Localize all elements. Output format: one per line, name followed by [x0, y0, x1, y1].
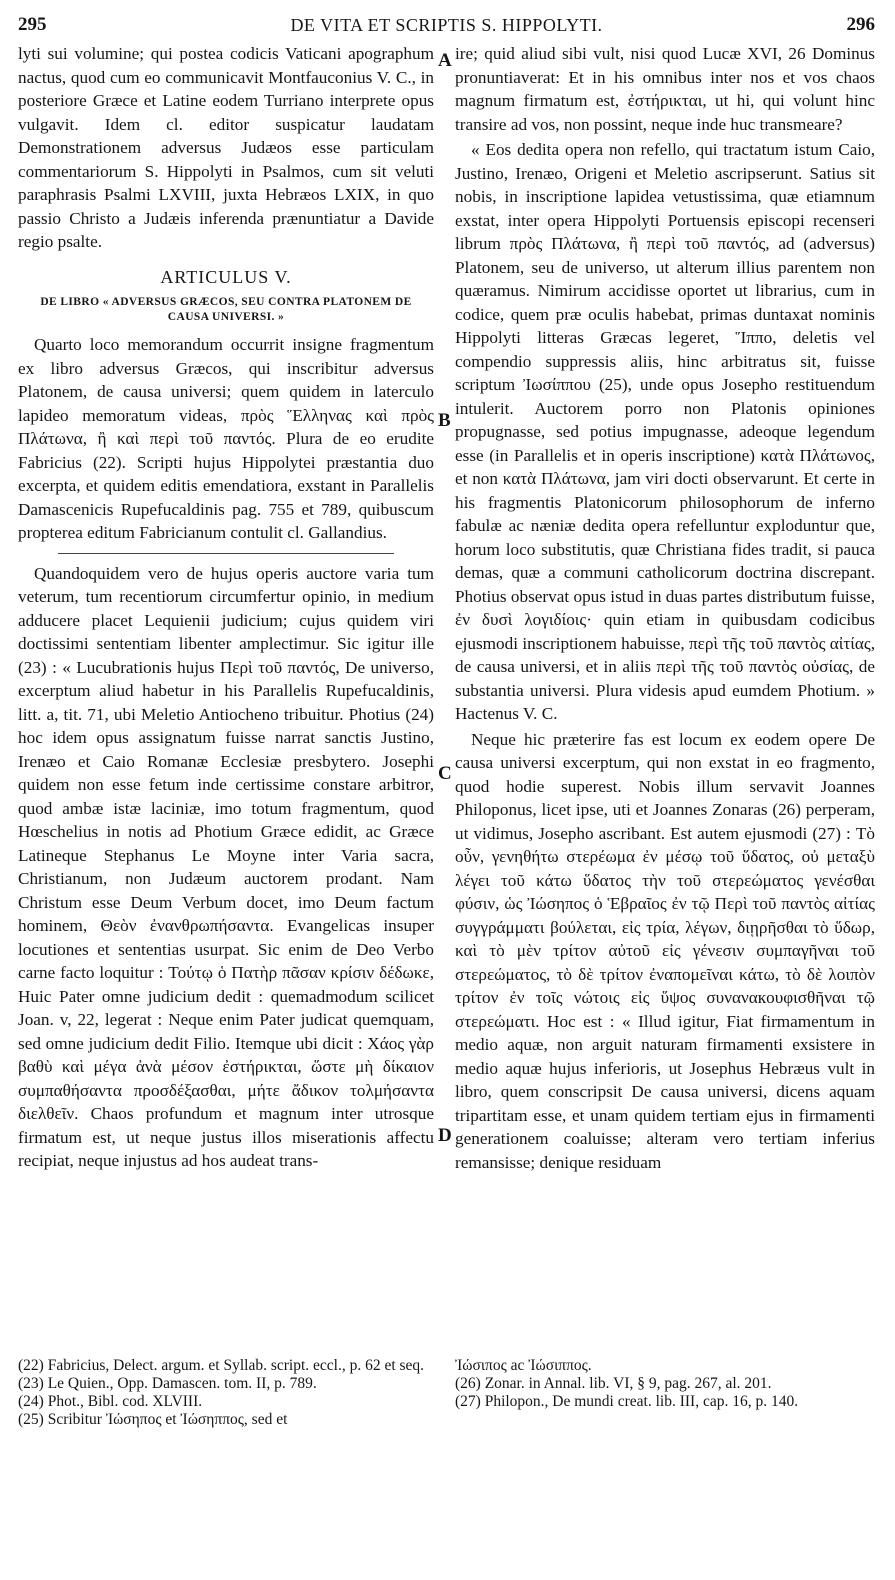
footnotes-left — [18, 1357, 434, 1429]
paragraph: lyti sui volumine; qui postea codicis Vaticani apographum nactus, quod cum eo communicavit Montfauconius V. C., in posteriore Græce et Latine eodem Turriano interprete opus vulgavit. Idem cl. editor suspicatur laudatam Demonstrationem adversus Judæos esse particulam commentariorum S. Hippolyti in Psalmos, cum sit veluti paraphrasis Psalmi LXVIII, juxta Hebræos LXIX, in quo passio Christo a Judæis inferenda prænuntiatur a Davide regio psalte. — [18, 44, 434, 251]
footnote: (24) Phot., Bibl. cod. XLVIII. — [18, 1393, 203, 1410]
article-heading: ARTICULUS V. — [160, 266, 292, 287]
footnote: (25) Scribitur Ἰώσηπος et Ἰώσηππος, sed et — [18, 1411, 288, 1428]
paragraph: « Eos dedita opera non refello, qui tractatum istum Caio, Justino, Irenæo, Origeni et Meletio ascripserunt. Satius sit nobis, in inscriptione lapidea vetustissima, quæ etiamnum exstat, inter opera Hippolyti Portuensis episcopi recenseri librum πρὸς Πλάτωνα, ἢ περὶ τοῦ παντός, ad (adversus) Platonem, seu de universo, ut alterum illius parentem non quæramus. Nimirum accidisse oportet ut librarius, cum in codice, quem præ oculis habebat, primas duntaxat nominis Hippolyti litteras Græcas legeret, Ἵππο, deletis vel compendio suppressis aliis, hinc arbitratus sit, fuisse scriptum Ἰωσίππου (25), unde opus Josepho restituendum intulerit. Auctorem porro non Platonis opiniones propugnasse, sed potius impugnasse, adeoque legendum esse (in Parallelis et in operis inscriptione) κατὰ Πλάτωνος, et non κατὰ Πλάτωνα, jam viri docti observarunt. Et certe in his fragmentis Platonicorum philosophorum de inferno fabulæ ac næniæ dedita opera refelluntur exploduntur que, horum loco substitutis, quæ Christiana fides tradit, si pauca demas, quæ a communi catholicorum doctrina discrepant. Photius observat opus istud in duas partes distributum fuisse, ἐν δυσὶ λογιδίοις· quin etiam in quibusdam codicibus ejusmodi inscriptionem habuisse, περὶ τῆς τοῦ παντὸς αἰτίας, de causa universi, et in aliis περὶ τῆς τοῦ παντὸς οὐσίας, de substantia universi. Plura videsis apud eumdem Photium. » Hactenus V. C. — [455, 140, 875, 723]
paragraph: Neque hic præterire fas est locum ex eodem opere De causa universi excerptum, qui non exstat in eo fragmento, quod hodie superest. Nobis illum servavit Joannes Philoponus, licet ipse, uti et Joannes Zonaras (26) perperam, ut vidimus, Josepho ascribant. Est autem ejusmodi (27) : Τὸ οὖν, γενηθήτω στερέωμα ἐν μέσῳ τοῦ ὕδατος, οὐ μεταξὺ λέγει τοῦ κάτω ὕδατος τὴν τοῦ στερεώματος γενέσθαι φύσιν, ὡς Ἰώσηπος ὁ Ἑβραῖος ἐν τῷ Περὶ τοῦ παντὸς αἰτίας συγγράμματι βούλεται, εἰς τρία, λέγων, διῃρῆσθαι τὸ ὕδωρ, καὶ τὸ μὲν τρίτον αὐτοῦ εἰς γένεσιν συμπαγῆναι τοῦ στερεώματος, τὸ δὲ τρίτον ἐναπομεῖναι κάτω, τὸ δὲ λοιπὸν τρίτον ἐν τοῖς νώτοις εἰς ὕψος συναναкουφισθῆναι τῷ στερεώματι. Hoc est : « Illud igitur, Fiat firmamentum in medio aquæ, non arguit naturam firmamenti exsistere in medio aquæ hujus inferioris, ut Josephus Hebræus vult in libro, quem conscripsit De causa universi, dicens aquam tripartitam esse, et unam quidem tertiam ejus in firmamenti generationem coaluisse; alteram vero tertiam inferius remansisse; denique residuam — [455, 729, 875, 1172]
footnotes-right — [455, 1357, 875, 1411]
footnote: (22) Fabricius, Delect. argum. et Syllab. script. eccl., p. 62 et seq. — [18, 1357, 425, 1374]
footnote: (27) Philopon., De mundi creat. lib. III, cap. 16, p. 140. — [455, 1393, 799, 1410]
left-column — [18, 42, 434, 1173]
margin-marker-c: C — [438, 763, 452, 784]
margin-marker-d: D — [438, 1125, 452, 1146]
paragraph: Quarto loco memorandum occurrit insigne fragmentum ex libro adversus Græcos, qui inscribitur adversus Platonem, de causa universi; quem quidem in laterculo lapideo memoratum videas, πρὸς Ἕλληνας καὶ πρὸς Πλάτωνα, ἢ καὶ περὶ τοῦ παντός. Plura de eo erudite Fabricius (22). Scripti hujus Hippolytei præstantia duo excerpta, et quidem editis emendatiora, exstant in Parallelis Damascenicis Rupefucaldinis pag. 755 et 789, quibuscum propterea editum Fabricianum contulit cl. Gallandius. — [18, 335, 434, 542]
footnote: (26) Zonar. in Annal. lib. VI, § 9, pag. 267, al. 201. — [455, 1375, 772, 1392]
page-header — [18, 14, 875, 42]
divider — [58, 553, 394, 554]
running-title: DE VITA ET SCRIPTIS S. HIPPOLYTI. — [290, 15, 603, 35]
page-number-right: 296 — [846, 14, 875, 35]
page-number-left: 295 — [18, 14, 47, 35]
footnote: (23) Le Quien., Opp. Damascen. tom. II, p. 789. — [18, 1375, 317, 1392]
paragraph: Quandoquidem vero de hujus operis auctore varia tum veterum, tum recentiorum circumfertur opinio, in medium adducere placet Lequienii judicium; cujus quidem viri doctissimi sententiam libenter amplectimur. Sic igitur ille (23) : « Lucubrationis hujus Περὶ τοῦ παντός, De universo, excerptum aliud habetur in his Parallelis Rupefucaldinis, litt. a, tit. 71, ubi Meletio Antiocheno tribuitur. Photius (24) hoc idem opus assignatum fuisse narrat sanctis Justino, Irenæo et Caio Romanæ Ecclesiæ presbytero. Josephi quidem non esse fetum inde certissime constare arbitror, quod ambæ istæ laciniæ, imo totum fragmentum, quod Hœschelius in notis ad Photium Græce edidit, ac Græce Latineque Stephanus Le Moyne inter Varia sacra, Christianum, non Judæum auctorem prodant. Nam Christum esse Deum Verbum docet, imo Deum factum hominem, Θεὸν ἐνανθρωπήσαντα. Evangelicas insuper locutiones et sententias usurpat. Sic enim de Deo Verbo carne facto loquitur : Τούτῳ ὁ Πατὴρ πᾶσαν κρίσιν δέδωκε, Huic Pater omne judicium dedit : quemadmodum scilicet Joan. v, 22, legerat : Neque enim Pater judicat quemquam, sed omne judicium dedit Filio. Itemque ubi dicit : Χάος γὰρ βαθὺ καὶ μέγα ἀνὰ μέσον ἐστήρικται, ὥστε μὴ δίκαιον συμπαθήσαντα προσδέξασθαι, μήτε ἄδικον τολμήσαντα διελθεῖν. Chaos profundum et magnum inter utrosque firmatum est, ut neque justus illos miserationis affectu recipiat, neque injustus ad hos audeat trans- — [18, 563, 434, 1170]
paragraph: ire; quid aliud sibi vult, nisi quod Lucæ XVI, 26 Dominus pronuntiaverat: Et in his omnibus inter nos et vos chaos magnum firmatum est, ἐστήρικται, ut hi, qui volunt hinc transire ad vos, non possint, neque inde huc transmeare? — [455, 44, 875, 134]
margin-marker-a: A — [438, 50, 452, 71]
margin-marker-b: B — [438, 410, 451, 431]
footnote: Ἰώσιπος ac Ἰώσιππος. — [455, 1357, 592, 1374]
article-subheading: DE LIBRO « ADVERSUS GRÆCOS, SEU CONTRA PLATONEM DE CAUSA UNIVERSI. » — [40, 296, 412, 323]
right-column — [455, 42, 875, 1174]
